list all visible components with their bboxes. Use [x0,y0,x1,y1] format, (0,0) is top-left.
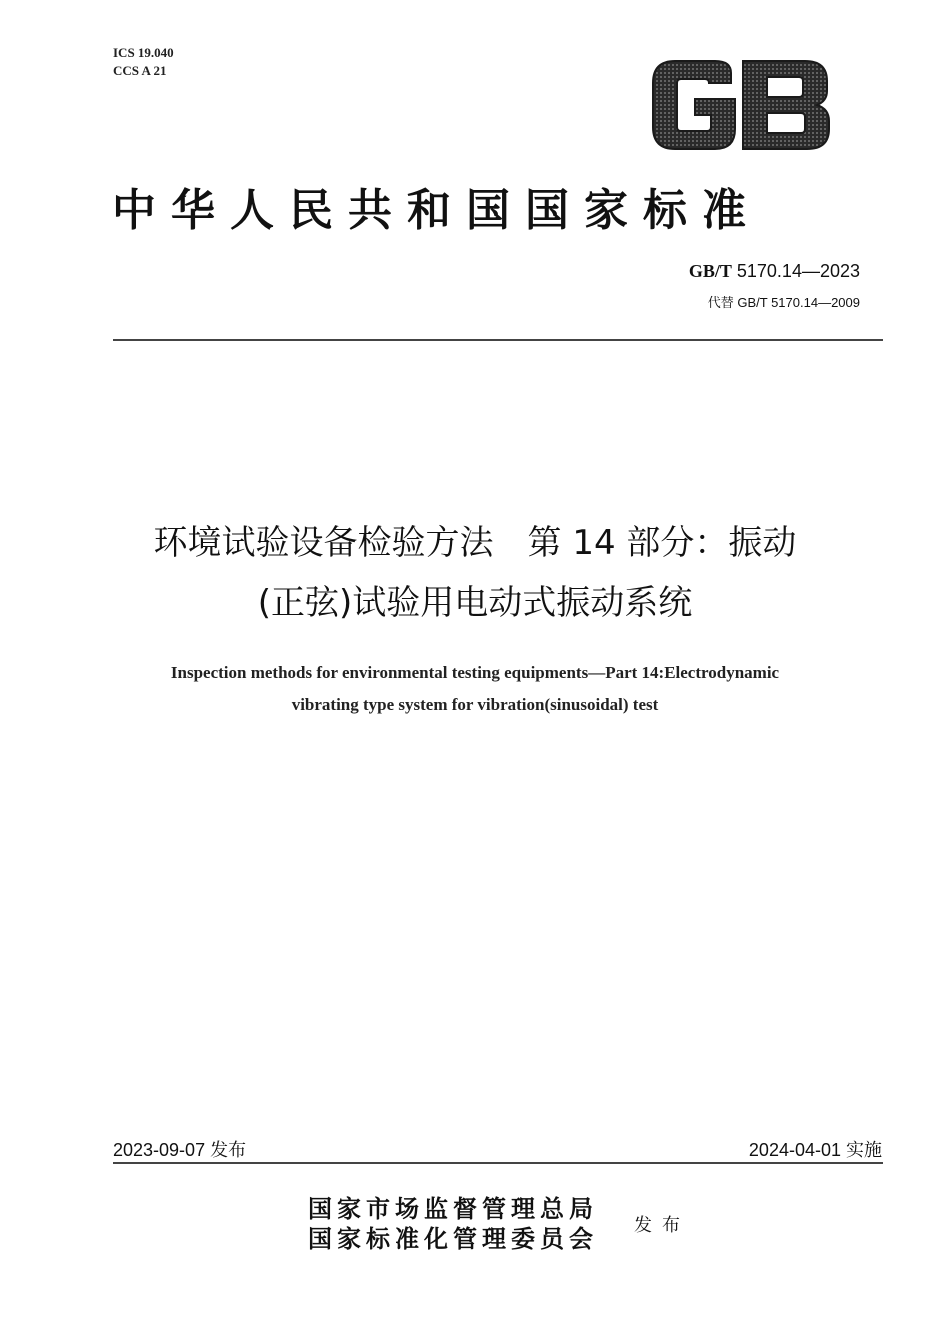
standard-prefix: GB/T [688,261,732,281]
standard-code: 5170.14—2023 [736,261,860,281]
title-en-line1: Inspection methods for environmental testing equipments—Part 14:Electrodynamic [170,663,780,682]
replaces-code: 5170.14—2009 [771,295,860,310]
top-divider [113,339,883,341]
effective-date: 2024-04-01 实施 [748,1140,882,1160]
issuer-sac: 国家标准化管理委员会 [308,1224,598,1253]
bottom-divider [113,1162,883,1164]
national-standard-title: 中华人民共和国国家标准 [112,185,761,236]
classification-codes [113,44,174,80]
replaces-standard [708,292,860,311]
title-en-line2: vibrating type system for vibration(sinusoidal) test [291,695,659,714]
replaces-label: 代替 [707,295,734,310]
issuer-samr: 国家市场监督管理总局 [308,1194,598,1223]
gb-logo-icon [643,55,833,155]
ccs-code: CCS A 21 [113,63,167,78]
issue-date: 2023-09-07 发布 [113,1140,247,1160]
publish-label: 发布 [634,1215,690,1236]
standard-number [689,261,860,282]
replaces-prefix: GB/T [737,295,768,310]
title-zh-line1: 环境试验设备检验方法 第 14 部分：振动 [153,523,797,563]
title-zh-line2: (正弦)试验用电动式振动系统 [257,583,693,623]
ics-code: ICS 19.040 [113,45,174,60]
